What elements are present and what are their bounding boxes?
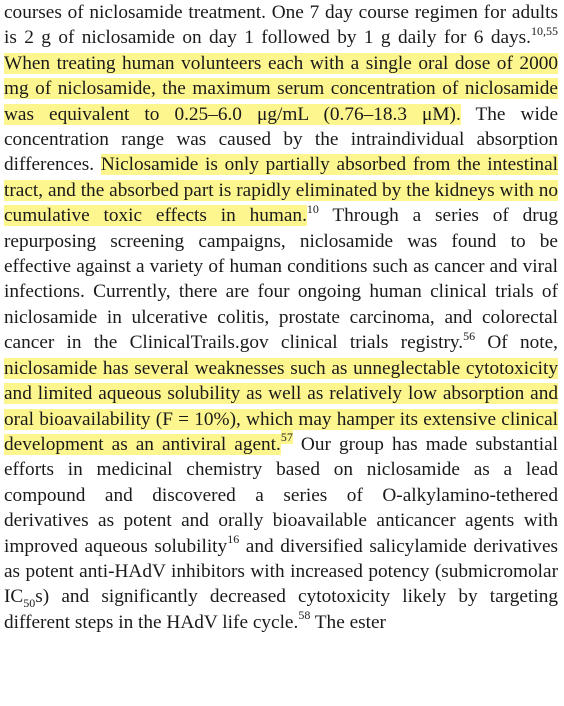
highlighted-text: When treating human volunteers each with a single oral dose of 2000 mg of niclosamide, the maximum serum concentration of niclosamide was equivalent to 0.25–6.0 μg/mL (0.76–18.3 μM). [4, 52, 558, 125]
text-segment: The ester [310, 611, 386, 633]
body-paragraph [4, 0, 558, 635]
citation-superscript: 57 [280, 430, 293, 445]
text-segment: and diversified salicylamide derivatives as potent anti-HAdV inhibitors with increased potency (submicromolar IC [4, 535, 559, 608]
citation-superscript: 56 [463, 328, 476, 343]
text-segment: Our group has made substantial efforts in medicinal chemistry based on niclosamide as a lead compound and discovered a series of O-alkylamino-tethered derivatives as potent and orally bioavailable anticancer agents with improved aqueous solubility [4, 433, 559, 557]
text-segment: s) and significantly decreased cytotoxicity likely by targeting different steps in the HAdV life cycle. [4, 586, 558, 633]
highlighted-text: Niclosamide is only partially absorbed from the intestinal tract, and the absorbed part is rapidly eliminated by the kidneys with no cumulative toxic effects in human. [4, 154, 558, 227]
text-segment: courses of niclosamide treatment. One 7 day course regimen for adults is 2 g of niclosamide on day 1 followed by 1 g daily for 6 days. [4, 2, 558, 49]
text-segment: Of note, [475, 332, 558, 354]
highlighted-text: niclosamide has several weaknesses such as unneglectable cytotoxicity and limited aqueous solubility as well as relatively low absorption and oral bioavailability (F = 10%), which may hamper its extensive clinical development as an antiviral agent. [4, 357, 558, 455]
citation-superscript: 10 [306, 201, 319, 216]
text-segment: The wide concentration range was caused by the intraindividual absorption differences. [4, 103, 558, 176]
citation-superscript: 10,55 [531, 23, 558, 38]
subscript: 50 [23, 596, 36, 611]
text-segment: Through a series of drug repurposing screening campaigns, niclosamide was found to be effective against a variety of human conditions such as cancer and viral infections. Currently, there are four ongoing human clinical trials of niclosamide in ulcerative colitis, prostate carcinoma, and colorectal cancer in the ClinicalTrails.gov clinical trials registry. [4, 205, 558, 354]
citation-superscript: 58 [298, 608, 311, 623]
citation-superscript: 16 [227, 532, 240, 547]
